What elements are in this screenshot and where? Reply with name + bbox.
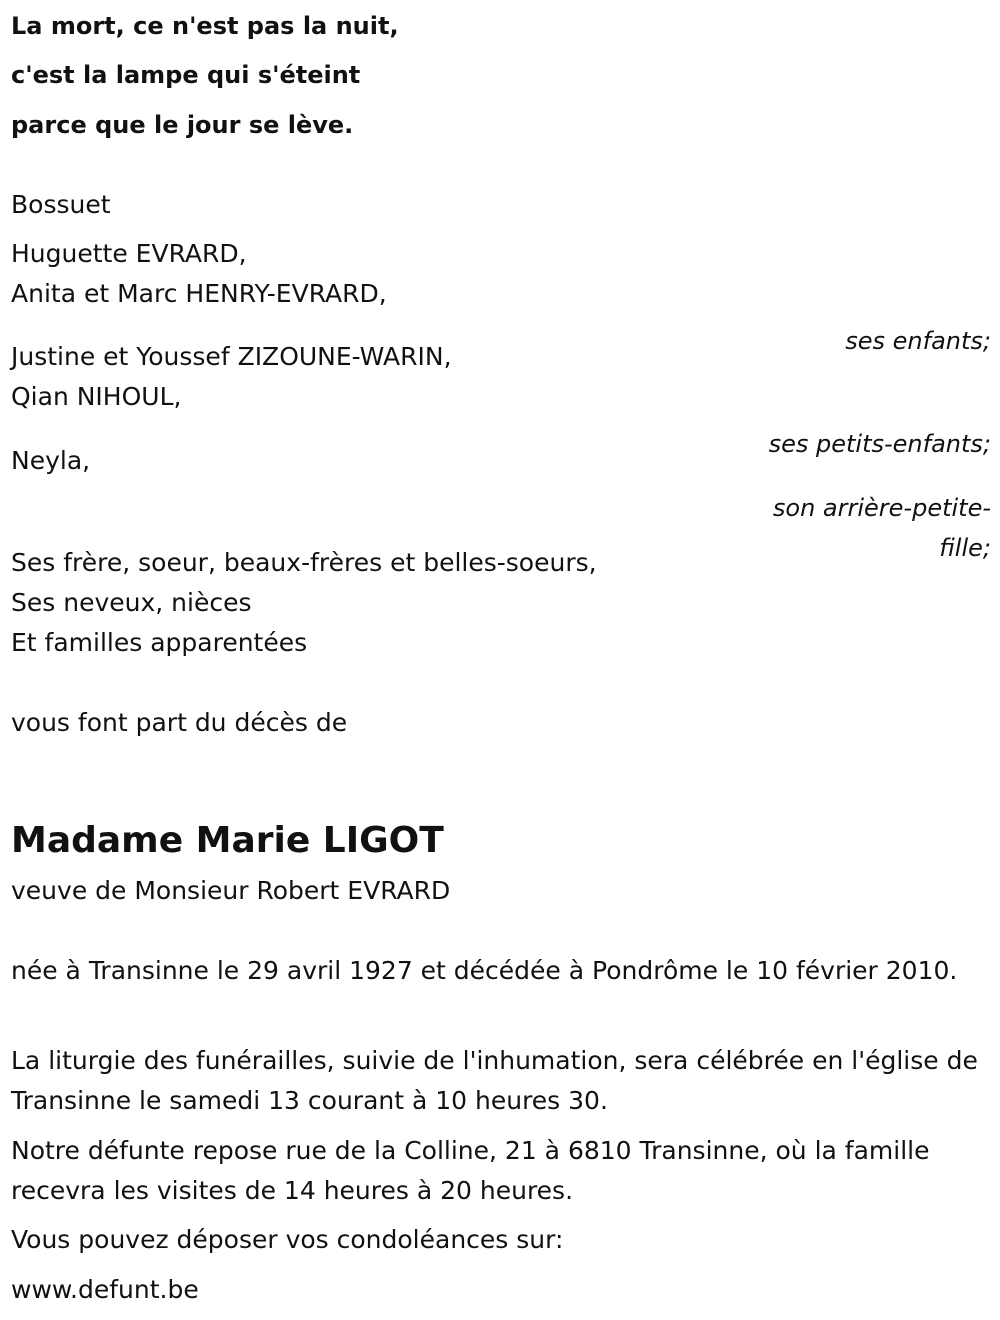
- other-family-line-2: Ses neveux, nièces: [11, 588, 252, 617]
- grandchild-name-1: Justine et Youssef ZIZOUNE-WARIN,: [11, 342, 452, 371]
- obituary-page: [11, 0, 991, 1320]
- quote-line-3: parce que le jour se lève.: [11, 111, 354, 139]
- widow-of-text: veuve de Monsieur Robert EVRARD: [11, 876, 451, 905]
- other-family-line-1: Ses frère, soeur, beaux-frères et belles-soeurs,: [11, 548, 597, 577]
- quote-line-1: La mort, ce n'est pas la nuit,: [11, 12, 399, 40]
- great-grandchild-relation-line-2: fille;: [939, 534, 991, 562]
- grandchildren-relation: ses petits-enfants;: [768, 430, 991, 458]
- child-name-1: Huguette EVRARD,: [11, 239, 247, 268]
- funeral-text: La liturgie des funérailles, suivie de l'inhumation, sera célébrée en l'église de Transinne le samedi 13 courant à 10 heures 30.: [11, 1046, 978, 1115]
- other-family-line-3: Et familles apparentées: [11, 628, 308, 657]
- grandchild-name-2: Qian NIHOUL,: [11, 382, 182, 411]
- condolences-url: www.defunt.be: [11, 1275, 199, 1304]
- announcement-text: vous font part du décès de: [11, 708, 348, 737]
- quote-line-2: c'est la lampe qui s'éteint: [11, 61, 361, 89]
- deceased-name: Madame Marie LIGOT: [11, 820, 444, 861]
- great-grandchild-name: Neyla,: [11, 446, 91, 475]
- children-relation: ses enfants;: [845, 327, 991, 355]
- child-name-2: Anita et Marc HENRY-EVRARD,: [11, 279, 387, 308]
- visitation-text: Notre défunte repose rue de la Colline, 21 à 6810 Transinne, où la famille recevra les visites de 14 heures à 20 heures.: [11, 1136, 930, 1205]
- condolences-text: Vous pouvez déposer vos condoléances sur:: [11, 1225, 564, 1254]
- birth-death-text: née à Transinne le 29 avril 1927 et décédée à Pondrôme le 10 février 2010.: [11, 956, 958, 985]
- great-grandchild-relation-line-1: son arrière-petite-: [772, 494, 991, 522]
- quote-author: Bossuet: [11, 190, 111, 219]
